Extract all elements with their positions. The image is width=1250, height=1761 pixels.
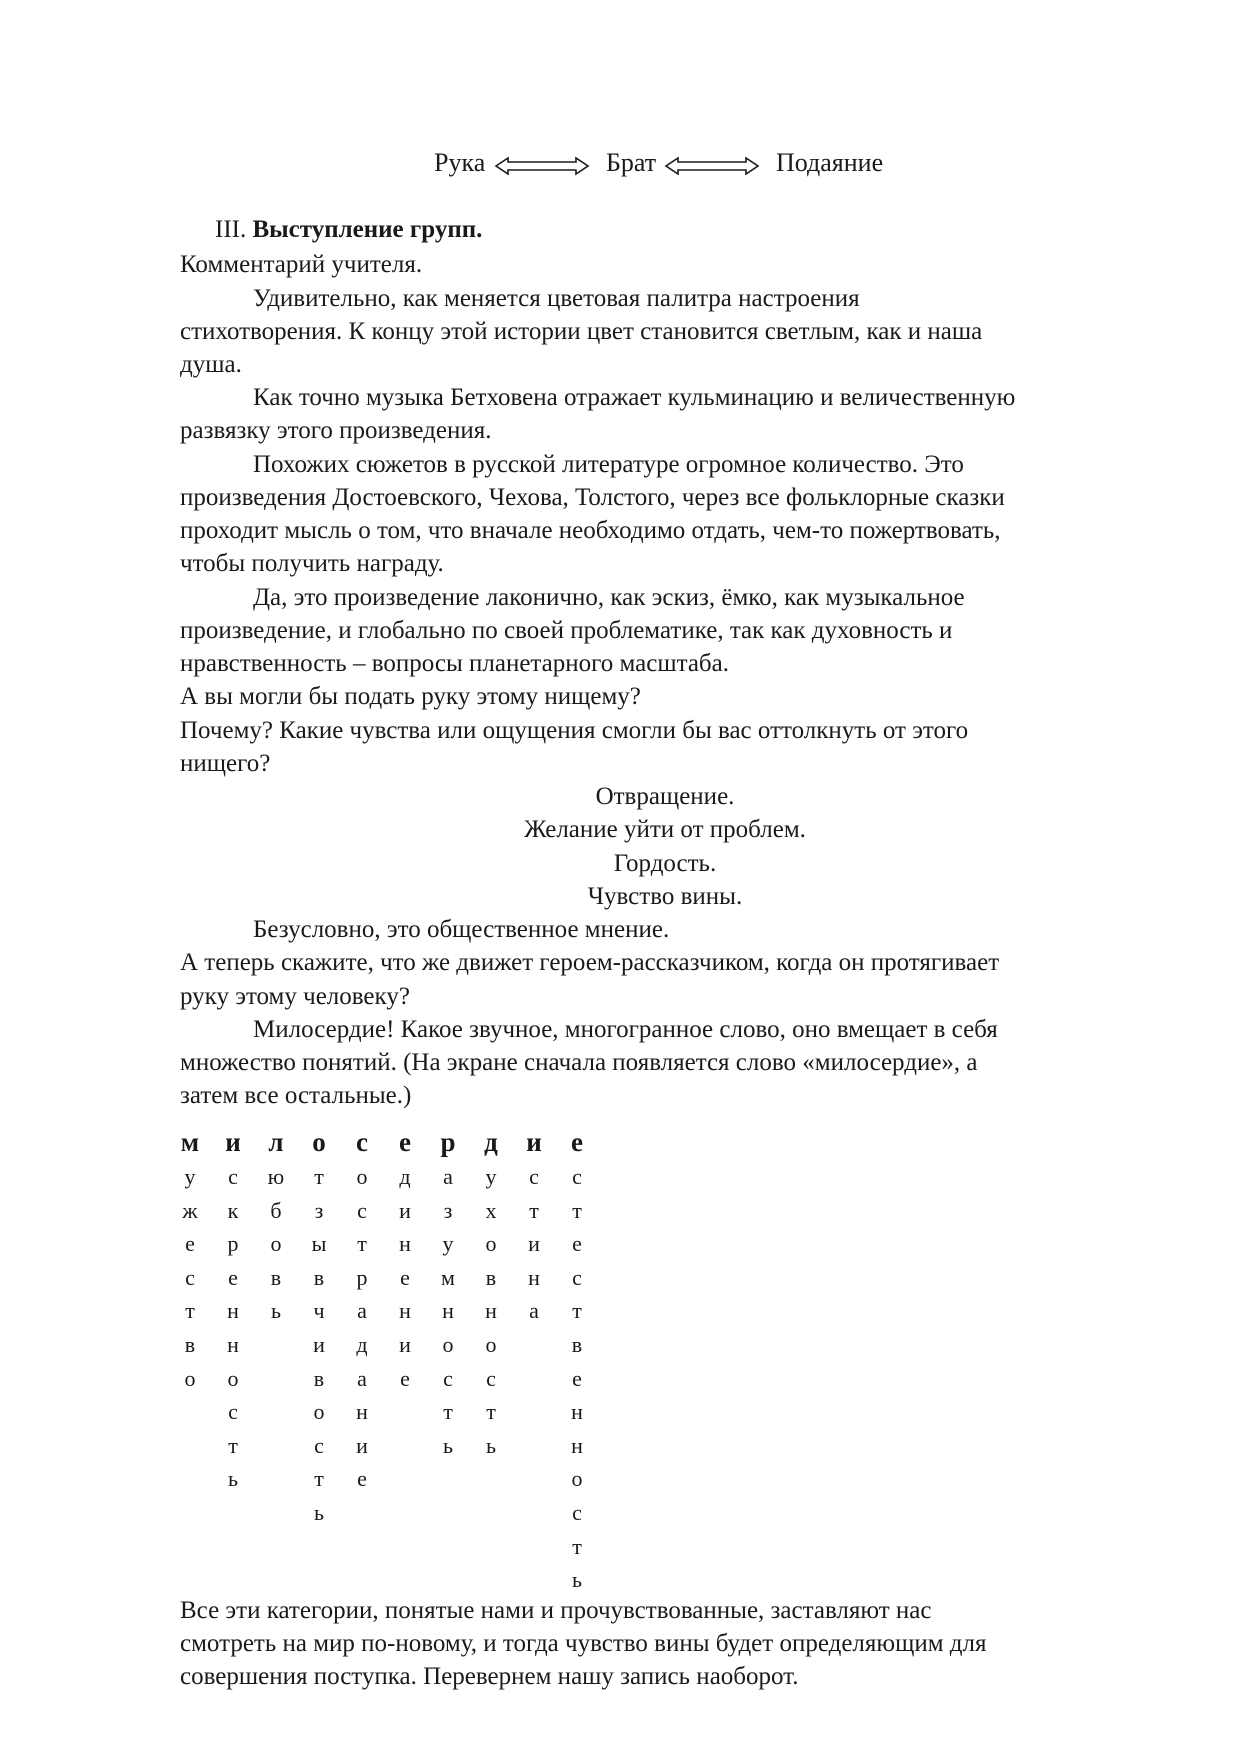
acrostic-letter: р (356, 1264, 368, 1290)
acrostic-letter: т (486, 1399, 496, 1425)
scheme-word-brother: Брат (606, 148, 657, 177)
acrostic-letter: т (572, 1533, 582, 1559)
acrostic-letter: с (228, 1399, 238, 1425)
acrostic-letter: у (485, 1164, 497, 1189)
acrostic-column (211, 1124, 255, 1496)
acrostic-letter: и (313, 1331, 325, 1357)
section-number: III. (215, 216, 247, 243)
scheme-word-alms: Подаяние (776, 148, 884, 177)
acrostic-letter: н (485, 1298, 497, 1324)
acrostic-letter: о (227, 1365, 239, 1391)
answer-line: Чувство вины. (587, 883, 743, 910)
text-line: нищего? (180, 750, 271, 777)
acrostic-letter: ж (182, 1197, 198, 1223)
acrostic-column (469, 1124, 513, 1462)
acrostic-letter: т (357, 1231, 367, 1257)
acrostic-letter: х (485, 1197, 497, 1223)
acrostic-letter: и (399, 1331, 411, 1357)
acrostic-letter: н (571, 1432, 583, 1458)
acrostic-letter: т (572, 1197, 582, 1223)
acrostic-head-letter: л (268, 1127, 284, 1157)
acrostic-letter: з (443, 1197, 453, 1223)
acrostic-letter: и (399, 1197, 411, 1223)
acrostic-letter: с (572, 1499, 582, 1525)
acrostic-letter: с (357, 1197, 367, 1223)
acrostic-letter: т (314, 1164, 324, 1189)
acrostic-letter: с (486, 1365, 496, 1391)
acrostic-letter: е (228, 1264, 238, 1290)
acrostic-column (555, 1124, 599, 1597)
acrostic-letter: е (185, 1231, 195, 1257)
acrostic-letter: с (529, 1164, 539, 1189)
acrostic-head-letter: м (180, 1127, 200, 1157)
acrostic-letter: с (228, 1164, 238, 1189)
acrostic-head-letter: д (484, 1127, 498, 1157)
text-line: душа. (180, 351, 242, 378)
acrostic-letter: ю (267, 1164, 285, 1189)
acrostic-letter: в (313, 1365, 325, 1391)
acrostic-head-letter: р (440, 1127, 456, 1157)
acrostic-letter: ь (485, 1432, 497, 1458)
acrostic-letter: ы (311, 1231, 327, 1257)
text-line: Комментарий учителя. (180, 251, 423, 278)
acrostic-letter: с (185, 1264, 195, 1290)
text-line: проходит мысль о том, что вначале необходимо отдать, чем-то пожертвовать, (180, 517, 1001, 544)
acrostic-letter: о (485, 1331, 497, 1357)
acrostic-letter: е (400, 1264, 410, 1290)
text-line: совершения поступка. Перевернем нашу запись наоборот. (180, 1663, 799, 1690)
acrostic-letter: о (184, 1365, 196, 1391)
acrostic-letter: н (442, 1298, 454, 1324)
acrostic-column (426, 1124, 470, 1462)
acrostic-letter: в (485, 1264, 497, 1290)
acrostic-letter: б (270, 1197, 282, 1223)
acrostic-letter: в (313, 1264, 325, 1290)
acrostic-column (512, 1124, 556, 1328)
acrostic-head-letter: о (312, 1127, 326, 1157)
text-line: Как точно музыка Бетховена отражает кульминацию и величественную (253, 384, 1016, 411)
acrostic-letter: т (443, 1399, 453, 1425)
acrostic-letter: е (572, 1365, 582, 1391)
acrostic-column (340, 1124, 384, 1496)
acrostic-letter: н (399, 1298, 411, 1324)
acrostic-letter: т (572, 1298, 582, 1324)
answer-line: Желание уйти от проблем. (524, 816, 806, 843)
text-line: развязку этого произведения. (180, 417, 492, 444)
acrostic-letter: д (356, 1331, 368, 1357)
acrostic-letter: о (356, 1164, 368, 1189)
text-line: смотреть на мир по-новому, и тогда чувство вины будет определяющим для (180, 1630, 987, 1657)
acrostic-letter: з (314, 1197, 324, 1223)
text-line: стихотворения. К концу этой истории цвет становится светлым, как и наша (180, 318, 983, 345)
acrostic-letter: е (400, 1365, 410, 1391)
text-line: чтобы получить награду. (180, 550, 444, 577)
text-line: Безусловно, это общественное мнение. (253, 916, 670, 943)
section-title: Выступление групп. (252, 216, 483, 243)
acrostic-letter: а (443, 1164, 453, 1189)
text-line: Удивительно, как меняется цветовая палитра настроения (253, 285, 860, 312)
acrostic-letter: ч (313, 1298, 325, 1324)
acrostic-head-letter: и (225, 1127, 241, 1157)
acrostic-head-letter: и (526, 1127, 542, 1157)
acrostic-letter: т (228, 1432, 238, 1458)
acrostic-letter: р (227, 1231, 239, 1257)
text-line: Похожих сюжетов в русской литературе огромное количество. Это (253, 451, 964, 478)
acrostic-column (297, 1124, 341, 1530)
acrostic-letter: о (270, 1231, 282, 1257)
text-line: руку этому человеку? (180, 983, 410, 1010)
acrostic-head-letter: с (356, 1127, 368, 1157)
acrostic-letter: т (185, 1298, 195, 1324)
acrostic-letter: с (572, 1164, 582, 1189)
answer-line: Гордость. (613, 850, 717, 877)
acrostic-letter: ь (313, 1499, 325, 1525)
acrostic-letter: с (443, 1365, 453, 1391)
text-line: множество понятий. (На экране сначала появляется слово «милосердие», а (180, 1049, 978, 1076)
acrostic-letter: н (227, 1298, 239, 1324)
acrostic-letter: ь (442, 1432, 454, 1458)
acrostic-letter: н (356, 1399, 368, 1425)
acrostic-letter: о (571, 1466, 583, 1492)
scheme-word-hand: Рука (434, 148, 486, 177)
text-line: А теперь скажите, что же движет героем-рассказчиком, когда он протягивает (180, 949, 1000, 976)
acrostic-letter: ь (571, 1567, 583, 1593)
text-line: нравственность – вопросы планетарного масштаба. (180, 650, 729, 677)
acrostic-letter: д (399, 1164, 411, 1189)
text-line: Да, это произведение лаконично, как эскиз, ёмко, как музыкальное (253, 584, 965, 611)
text-line: Почему? Какие чувства или ощущения смогли бы вас оттолкнуть от этого (180, 717, 969, 744)
acrostic-letter: е (572, 1231, 582, 1257)
acrostic-letter: т (529, 1197, 539, 1223)
text-line: А вы могли бы подать руку этому нищему? (180, 683, 641, 710)
acrostic-letter: и (356, 1432, 368, 1458)
acrostic-letter: м (441, 1264, 455, 1290)
text-line: Все эти категории, понятые нами и прочувствованные, заставляют нас (180, 1597, 932, 1624)
answer-line: Отвращение. (595, 783, 735, 810)
acrostic-letter: в (184, 1331, 196, 1357)
acrostic-letter: и (528, 1231, 540, 1257)
acrostic-head-letter: е (571, 1127, 583, 1157)
acrostic-letter: о (313, 1399, 325, 1425)
section-heading (215, 213, 482, 247)
text-line: Милосердие! Какое звучное, многогранное слово, оно вмещает в себя (253, 1016, 998, 1043)
acrostic-letter: в (571, 1331, 583, 1357)
acrostic-letter: н (571, 1399, 583, 1425)
acrostic-letter: с (572, 1264, 582, 1290)
acrostic-letter: о (442, 1331, 454, 1357)
acrostic-letter: ь (227, 1466, 239, 1492)
acrostic-column (168, 1124, 212, 1395)
acrostic-letter: а (357, 1365, 367, 1391)
acrostic-letter: с (314, 1432, 324, 1458)
acrostic-column (383, 1124, 427, 1395)
acrostic-letter: о (485, 1231, 497, 1257)
acrostic-head-letter: е (399, 1127, 411, 1157)
acrostic-letter: в (270, 1264, 282, 1290)
acrostic-letter: н (528, 1264, 540, 1290)
acrostic-letter: е (357, 1466, 367, 1492)
acrostic-letter: к (227, 1197, 239, 1223)
acrostic-letter: а (357, 1298, 367, 1324)
acrostic-letter: ь (270, 1298, 282, 1324)
double-arrow-icon (664, 156, 760, 176)
acrostic-letter: у (442, 1231, 454, 1257)
acrostic-column (254, 1124, 298, 1328)
text-line: произведение, и глобально по своей проблематике, так как духовность и (180, 617, 953, 644)
acrostic-letter: н (399, 1231, 411, 1257)
acrostic-letter: а (529, 1298, 539, 1324)
acrostic-letter: т (314, 1466, 324, 1492)
text-line: произведения Достоевского, Чехова, Толстого, через все фольклорные сказки (180, 484, 1005, 511)
text-line: затем все остальные.) (180, 1082, 412, 1109)
double-arrow-icon (494, 156, 590, 176)
acrostic-letter: н (227, 1331, 239, 1357)
acrostic-letter: у (184, 1164, 196, 1189)
